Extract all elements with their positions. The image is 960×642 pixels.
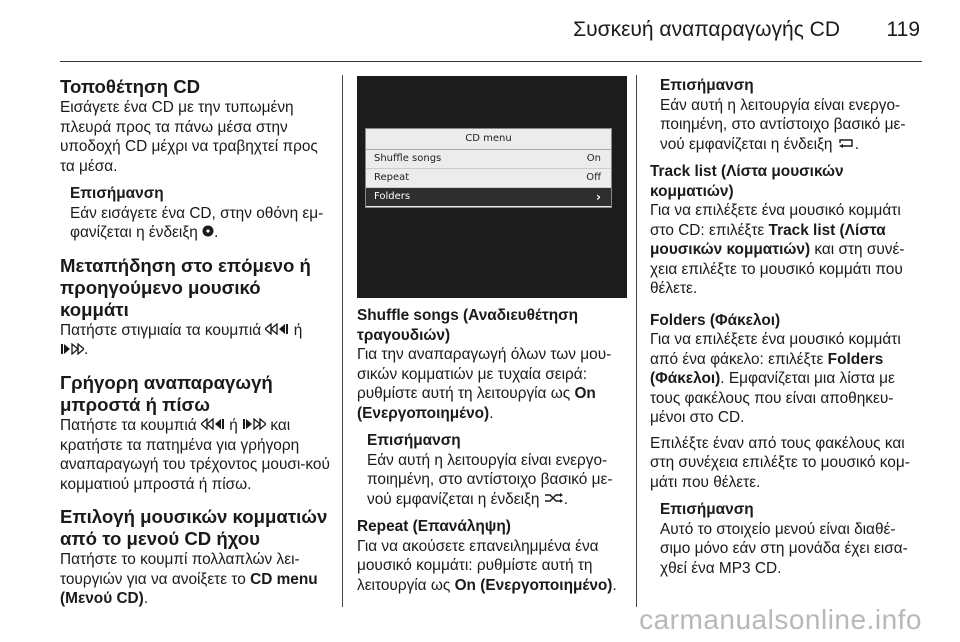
fast-play-text: Πατήστε τα κουμπιά ή και κρατήστε τα πατημένα για γρήγορη αναπαραγωγή του τρέχοντος μουσι-κού κομματιού μπροστά ή πίσω. (60, 417, 330, 493)
menu-row-repeat (366, 169, 611, 188)
page-number: 119 (886, 18, 920, 41)
forward-icon (60, 341, 84, 361)
column-3 (650, 76, 925, 578)
column-2 (357, 306, 627, 595)
insert-cd-text: Εισάγετε ένα CD με την τυπωμένη πλευρά προς τα πάνω μέσα στην υποδοχή CD μέχρι να τραβηχτεί προς τα μέσα. (60, 99, 318, 175)
shuffle-icon (544, 490, 564, 510)
cd-menu-screenshot (357, 76, 627, 298)
track-select-text: Πατήστε το κουμπί πολλαπλών λει-τουργιών για να ανοίξετε το CD menu (Μενού CD). (60, 551, 318, 608)
menu-row-shuffle-songs (366, 150, 611, 169)
menu-row-label: Shuffle songs (374, 153, 442, 164)
note-title: Επισήμανση (367, 432, 461, 449)
note-text: Εάν αυτή η λειτουργία είναι ενεργο-ποιημένη, στο αντίστοιχο βασικό με-νού εμφανίζεται η ένδειξη . (367, 451, 613, 508)
note-text: Εάν εισάγετε ένα CD, στην οθόνη εμ-φανίζεται η ένδειξη . (70, 204, 324, 241)
section-title-folders: Folders (Φάκελοι) (650, 311, 781, 329)
chevron-right-icon: › (596, 190, 601, 204)
note-shuffle (367, 431, 627, 509)
note-insert-cd (70, 184, 330, 243)
section-title-insert-cd: Τοποθέτηση CD (60, 76, 201, 97)
menu-row-value: On (586, 153, 601, 164)
shuffle-text: Για την αναπαραγωγή όλων των μου-σικών κομματιών με τυχαία σειρά: ρυθμίστε αυτή τη λειτουργία ως On (Ενεργοποιημένο). (357, 346, 612, 422)
column-divider-2 (636, 75, 637, 607)
header-rule (60, 61, 922, 62)
watermark: carmanualsonline.info (639, 604, 922, 635)
forward-icon (242, 416, 266, 436)
rewind-icon (201, 416, 225, 436)
column-1 (60, 76, 330, 609)
running-header-title: Συσκευή αναπαραγωγής CD (573, 18, 840, 41)
menu-row-label: Repeat (374, 172, 410, 183)
note-text: Εάν αυτή η λειτουργία είναι ενεργο-ποιημένη, στο αντίστοιχο βασικό με-νού εμφανίζεται η ένδειξη . (660, 96, 906, 153)
note-title: Επισήμανση (70, 185, 164, 202)
note-title: Επισήμανση (660, 501, 754, 519)
section-title-fast-play: Γρήγορη αναπαραγωγή μπροστά ή πίσω (60, 372, 273, 416)
section-title-skip-track: Μεταπήδηση στο επόμενο ή προηγούμενο μουσικό κομμάτι (60, 254, 311, 320)
section-title-repeat: Repeat (Επανάληψη) (357, 518, 511, 536)
note-text: Αυτό το στοιχείο μενού είναι διαθέ-σιμο μόνο εάν στη μονάδα έχει εισα-χθεί ένα MP3 CD. (660, 520, 908, 577)
column-divider-1 (342, 75, 343, 607)
menu-row-folders (366, 188, 611, 206)
cd-menu-display (365, 128, 612, 208)
repeat-icon (837, 135, 855, 155)
disc-icon (202, 223, 214, 243)
rewind-icon (265, 321, 289, 341)
skip-track-text: Πατήστε στιγμιαία τα κουμπιά ή . (60, 321, 303, 359)
section-title-track-list: Track list (Λίστα μουσικών κομματιών) (650, 163, 844, 200)
note-repeat (660, 76, 925, 154)
section-title-track-select: Επιλογή μουσικών κομματιών από το μενού CD ήχου (60, 506, 328, 550)
folders-text-2: Επιλέξτε έναν από τους φακέλους και στη συνέχεια επιλέξτε το μουσικό κομ-μάτι που θέλετε. (650, 434, 910, 491)
repeat-text: Για να ακούσετε επανειλημμένα ένα μουσικό κομμάτι: ρυθμίστε αυτή τη λειτουργία ως On (Ενεργοποιημένο). (357, 537, 617, 594)
menu-row-value: Off (586, 172, 601, 183)
note-folders (660, 500, 925, 578)
menu-row-label: Folders (374, 191, 411, 202)
cd-menu-title: CD menu (366, 129, 611, 150)
folders-text: Για να επιλέξετε ένα μουσικό κομμάτι από ένα φάκελο: επιλέξτε Folders (Φάκελοι). Εμφανίζεται μια λίστα με τους φακέλους που είναι αποθηκευ-μένοι στο CD. (650, 331, 901, 427)
track-list-text: Για να επιλέξετε ένα μουσικό κομμάτι στο CD: επιλέξτε Track list (Λίστα μουσικών κομματιών) και στη συνέ-χεια επιλέξτε το μουσικό κομμάτι που θέλετε. (650, 202, 905, 298)
section-title-shuffle: Shuffle songs (Αναδιευθέτηση τραγουδιών) (357, 307, 579, 344)
note-title: Επισήμανση (660, 77, 754, 94)
